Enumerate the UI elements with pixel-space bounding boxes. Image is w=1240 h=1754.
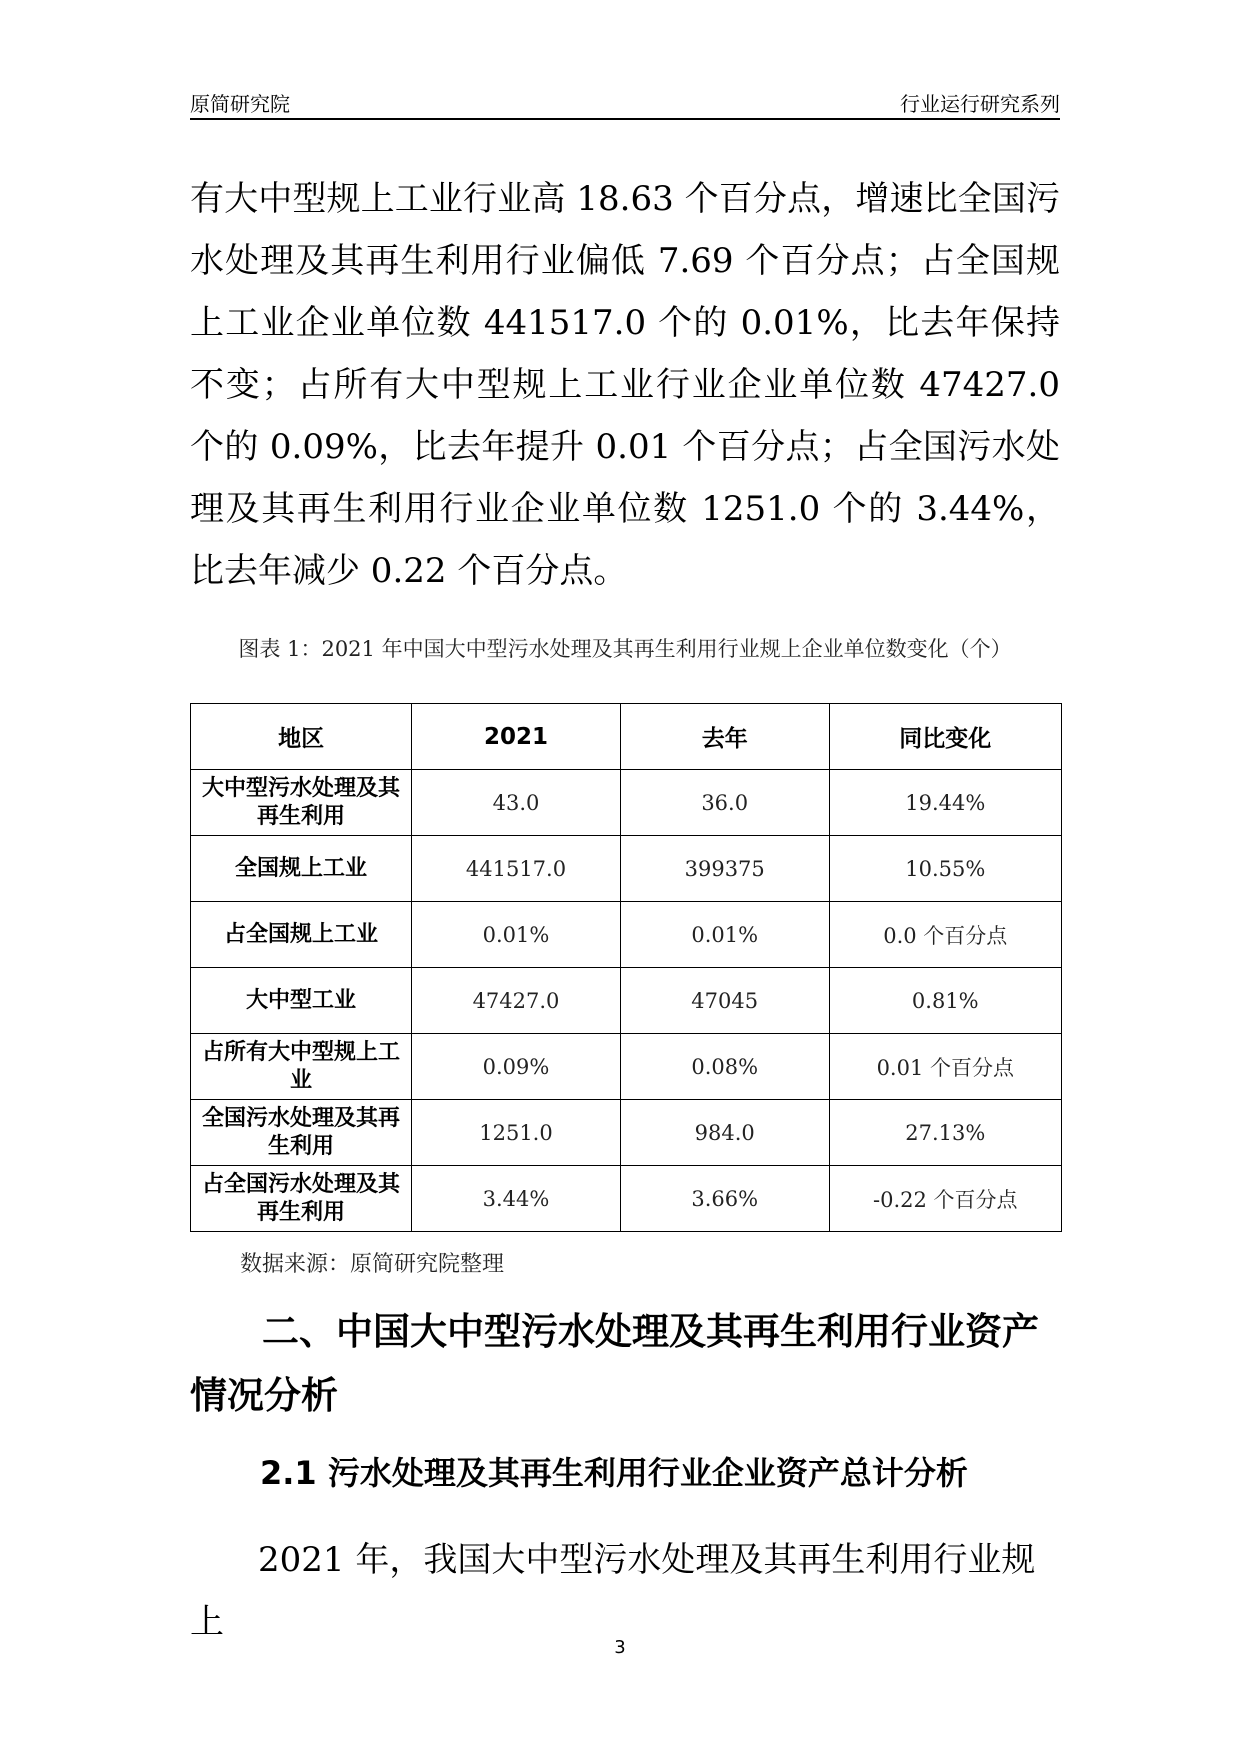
row-label: 全国规上工业 [191,836,412,902]
cell-last-year: 0.08% [620,1034,829,1100]
cell-2021: 1251.0 [412,1100,621,1166]
table-row [191,1100,1062,1166]
tail-paragraph: 2021 年，我国大中型污水处理及其再生利用行业规上 [190,1540,1036,1642]
header-yoy-change: 同比变化 [829,704,1061,770]
cell-2021: 0.01% [412,902,621,968]
row-label: 占所有大中型规上工业 [191,1034,412,1100]
cell-last-year: 399375 [620,836,829,902]
row-label: 大中型污水处理及其再生利用 [191,770,412,836]
cell-change: 27.13% [829,1100,1061,1166]
header-last-year: 去年 [620,704,829,770]
cell-change: -0.22 个百分点 [829,1166,1061,1232]
cell-last-year: 0.01% [620,902,829,968]
header-region: 地区 [191,704,412,770]
data-source-note: 数据来源：原简研究院整理 [240,1252,505,1277]
cell-last-year: 36.0 [620,770,829,836]
table-row [191,1034,1062,1100]
row-label: 占全国规上工业 [191,902,412,968]
data-table [190,703,1062,1232]
body-paragraph: 有大中型规上工业行业高 18.63 个百分点，增速比全国污水处理及其再生利用行业偏低 7.69 个百分点；占全国规上工业企业单位数 441517.0 个的 0.01%，比去年保持不变；占所有大中型规上工业行业企业单位数 47427.0 个的 0.09%，比去年提升 0.01 个百分点；占全国污水处理及其再生利用行业企业单位数 1251.0 个的 3.44%，比去年减少 0.22 个百分点。 [190,179,1060,591]
header-series: 行业运行研究系列 [900,92,1060,116]
table-row [191,968,1062,1034]
cell-change: 0.0 个百分点 [829,902,1061,968]
table-header-row [191,704,1062,770]
table-caption: 图表 1：2021 年中国大中型污水处理及其再生利用行业规上企业单位数变化（个） [238,637,1012,661]
table-row [191,836,1062,902]
table-row [191,902,1062,968]
cell-change: 0.01 个百分点 [829,1034,1061,1100]
cell-last-year: 47045 [620,968,829,1034]
header-2021: 2021 [412,704,621,770]
cell-change: 10.55% [829,836,1061,902]
cell-2021: 0.09% [412,1034,621,1100]
cell-change: 19.44% [829,770,1061,836]
table-row [191,1166,1062,1232]
cell-change: 0.81% [829,968,1061,1034]
row-label: 占全国污水处理及其再生利用 [191,1166,412,1232]
section-title: 二、中国大中型污水处理及其再生利用行业资产情况分析 [190,1310,1039,1417]
cell-2021: 441517.0 [412,836,621,902]
page-number: 3 [614,1637,626,1658]
cell-2021: 47427.0 [412,968,621,1034]
subsection-title: 2.1 污水处理及其再生利用行业企业资产总计分析 [260,1454,968,1492]
row-label: 大中型工业 [191,968,412,1034]
page-header [190,84,1060,120]
table-row [191,770,1062,836]
cell-last-year: 3.66% [620,1166,829,1232]
cell-last-year: 984.0 [620,1100,829,1166]
cell-2021: 3.44% [412,1166,621,1232]
header-publisher: 原简研究院 [190,92,290,116]
cell-2021: 43.0 [412,770,621,836]
row-label: 全国污水处理及其再生利用 [191,1100,412,1166]
